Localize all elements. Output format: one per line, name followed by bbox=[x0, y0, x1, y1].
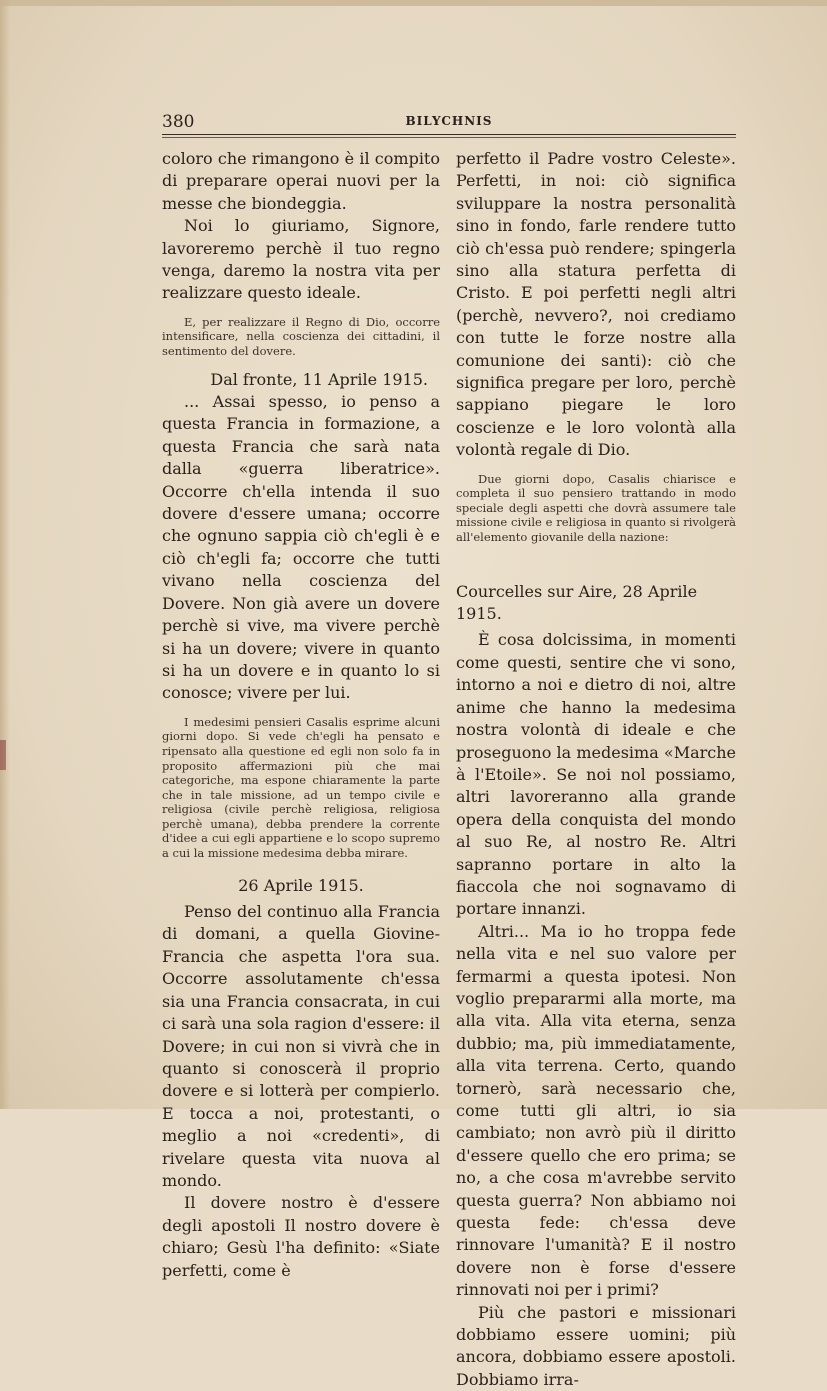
left-column bbox=[162, 148, 440, 1282]
paragraph: coloro che rimangono è il compito di preparare operai nuovi per la messe che biondeggia. bbox=[162, 149, 440, 213]
dateline: 26 Aprile 1915. bbox=[238, 875, 364, 895]
paragraph: ... Assai spesso, io penso a questa Francia in formazione, a questa Francia che sarà nata dalla «guerra liberatrice». Occorre ch'ella intenda il suo dovere d'essere umana; occorre che ognuno sappia ciò ch'egli è e ciò ch'egli fa; occorre che tutti vivano nella coscienza del Dovere. Non già avere un dovere perchè si vive, ma vivere perchè si ha un dovere; vivere in quanto si ha un dovere e in quanto lo si conosce; vivere per lui. bbox=[162, 392, 440, 703]
page-left-edge bbox=[0, 0, 10, 1109]
header-rule bbox=[162, 134, 736, 135]
paragraph: perfetto il Padre vostro Celeste». Perfetti, in noi: ciò significa sviluppare la nostra personalità sino in fondo, farle rendere tutto ciò ch'essa può rendere; spingerla sino alla statura perfetta di Cristo. E poi perfetti negli altri (perchè, nevvero?, noi crediamo con tutte le forze nostre alla comunione dei santi): ciò che significa pregare per loro, perchè sappiano piegare le loro coscienze e le loro volontà alla volontà regale di Dio. bbox=[456, 149, 736, 460]
header-rule-thin bbox=[162, 137, 736, 138]
paragraph: Altri... Ma io ho troppa fede nella vita e nel suo valore per fermarmi a questa ipotesi. Non voglio prepararmi alla morte, ma alla vita. Alla vita eterna, senza dubbio; ma, più immediatamente, alla vita terrena. Certo, quando tornerò, sarà necessario che, come tutti gli altri, io sia cambiato; non avrò più il diritto d'essere quello che ero prima; se no, a che cosa m'avrebbe servito questa guerra? Non abbiamo noi questa fede: ch'essa deve rinnovare l'umanità? E il nostro dovere non è forse d'essere rinnovati noi per i primi? bbox=[456, 921, 736, 1300]
dateline: Courcelles sur Aire, 28 Aprile 1915. bbox=[456, 581, 698, 624]
right-column bbox=[456, 148, 736, 1391]
editorial-note: I medesimi pensieri Casalis esprime alcuni giorni dopo. Si vede ch'egli ha pensato e ripensato alla questione ed egli non solo fa in proposito affermazioni più che mai categoriche, ma espone chiaramente la parte che in tale missione, ad un tempo civile e religiosa (civile perchè religiosa, religiosa perchè umana), debba prendere la corrente d'idee a cui egli appartiene e lo scopo supremo a cui la missione medesima debba mirare. bbox=[162, 714, 440, 861]
paragraph: Penso del continuo alla Francia di domani, a quella Giovine-Francia che aspetta l'ora sua. Occorre assolutamente ch'essa sia una Francia consacrata, in cui ci sarà una sola ragion d'essere: il Dovere; in cui non si vivrà che in quanto si conoscerà il proprio dovere e si lotterà per compierlo. E tocca a noi, protestanti, o meglio a noi «credenti», di rivelare questa vita nuova al mondo. bbox=[162, 902, 440, 1190]
page-number: 380 bbox=[162, 112, 195, 132]
paragraph: Il dovere nostro è d'essere degli apostoli Il nostro dovere è chiaro; Gesù l'ha definito: «Siate perfetti, come è bbox=[162, 1193, 440, 1280]
edge-stain bbox=[0, 740, 6, 770]
dateline: Dal fronte, 11 Aprile 1915. bbox=[210, 369, 428, 389]
page-top-edge bbox=[0, 0, 827, 6]
paragraph: Noi lo giuriamo, Signore, lavoreremo perchè il tuo regno venga, daremo la nostra vita per realizzare questo ideale. bbox=[162, 216, 440, 303]
page-header bbox=[162, 112, 736, 136]
paragraph: È cosa dolcissima, in momenti come questi, sentire che vi sono, intorno a noi e dietro di noi, altre anime che hanno la medesima nostra volontà di ideale e che proseguono la medesima «Marche à l'Etoile». Se noi nol possiamo, altri lavoreranno alla grande opera della conquista del mondo al suo Re, al nostro Re. Altri sapranno portare in alto la fiaccola che noi sognavamo di portare innanzi. bbox=[456, 630, 736, 919]
editorial-note: E, per realizzare il Regno di Dio, occorre intensificare, nella coscienza dei cittadini, il sentimento del dovere. bbox=[162, 314, 440, 359]
running-head: BILYCHNIS bbox=[405, 114, 493, 128]
paragraph: Più che pastori e missionari dobbiamo essere uomini; più ancora, dobbiamo essere apostoli. Dobbiamo irra- bbox=[456, 1302, 736, 1389]
editorial-note: Due giorni dopo, Casalis chiarisce e completa il suo pensiero trattando in modo speciale degli aspetti che dovrà assumere tale missione civile e religiosa in quanto si rivolgerà all'elemento giovanile della nazione: bbox=[456, 471, 736, 545]
